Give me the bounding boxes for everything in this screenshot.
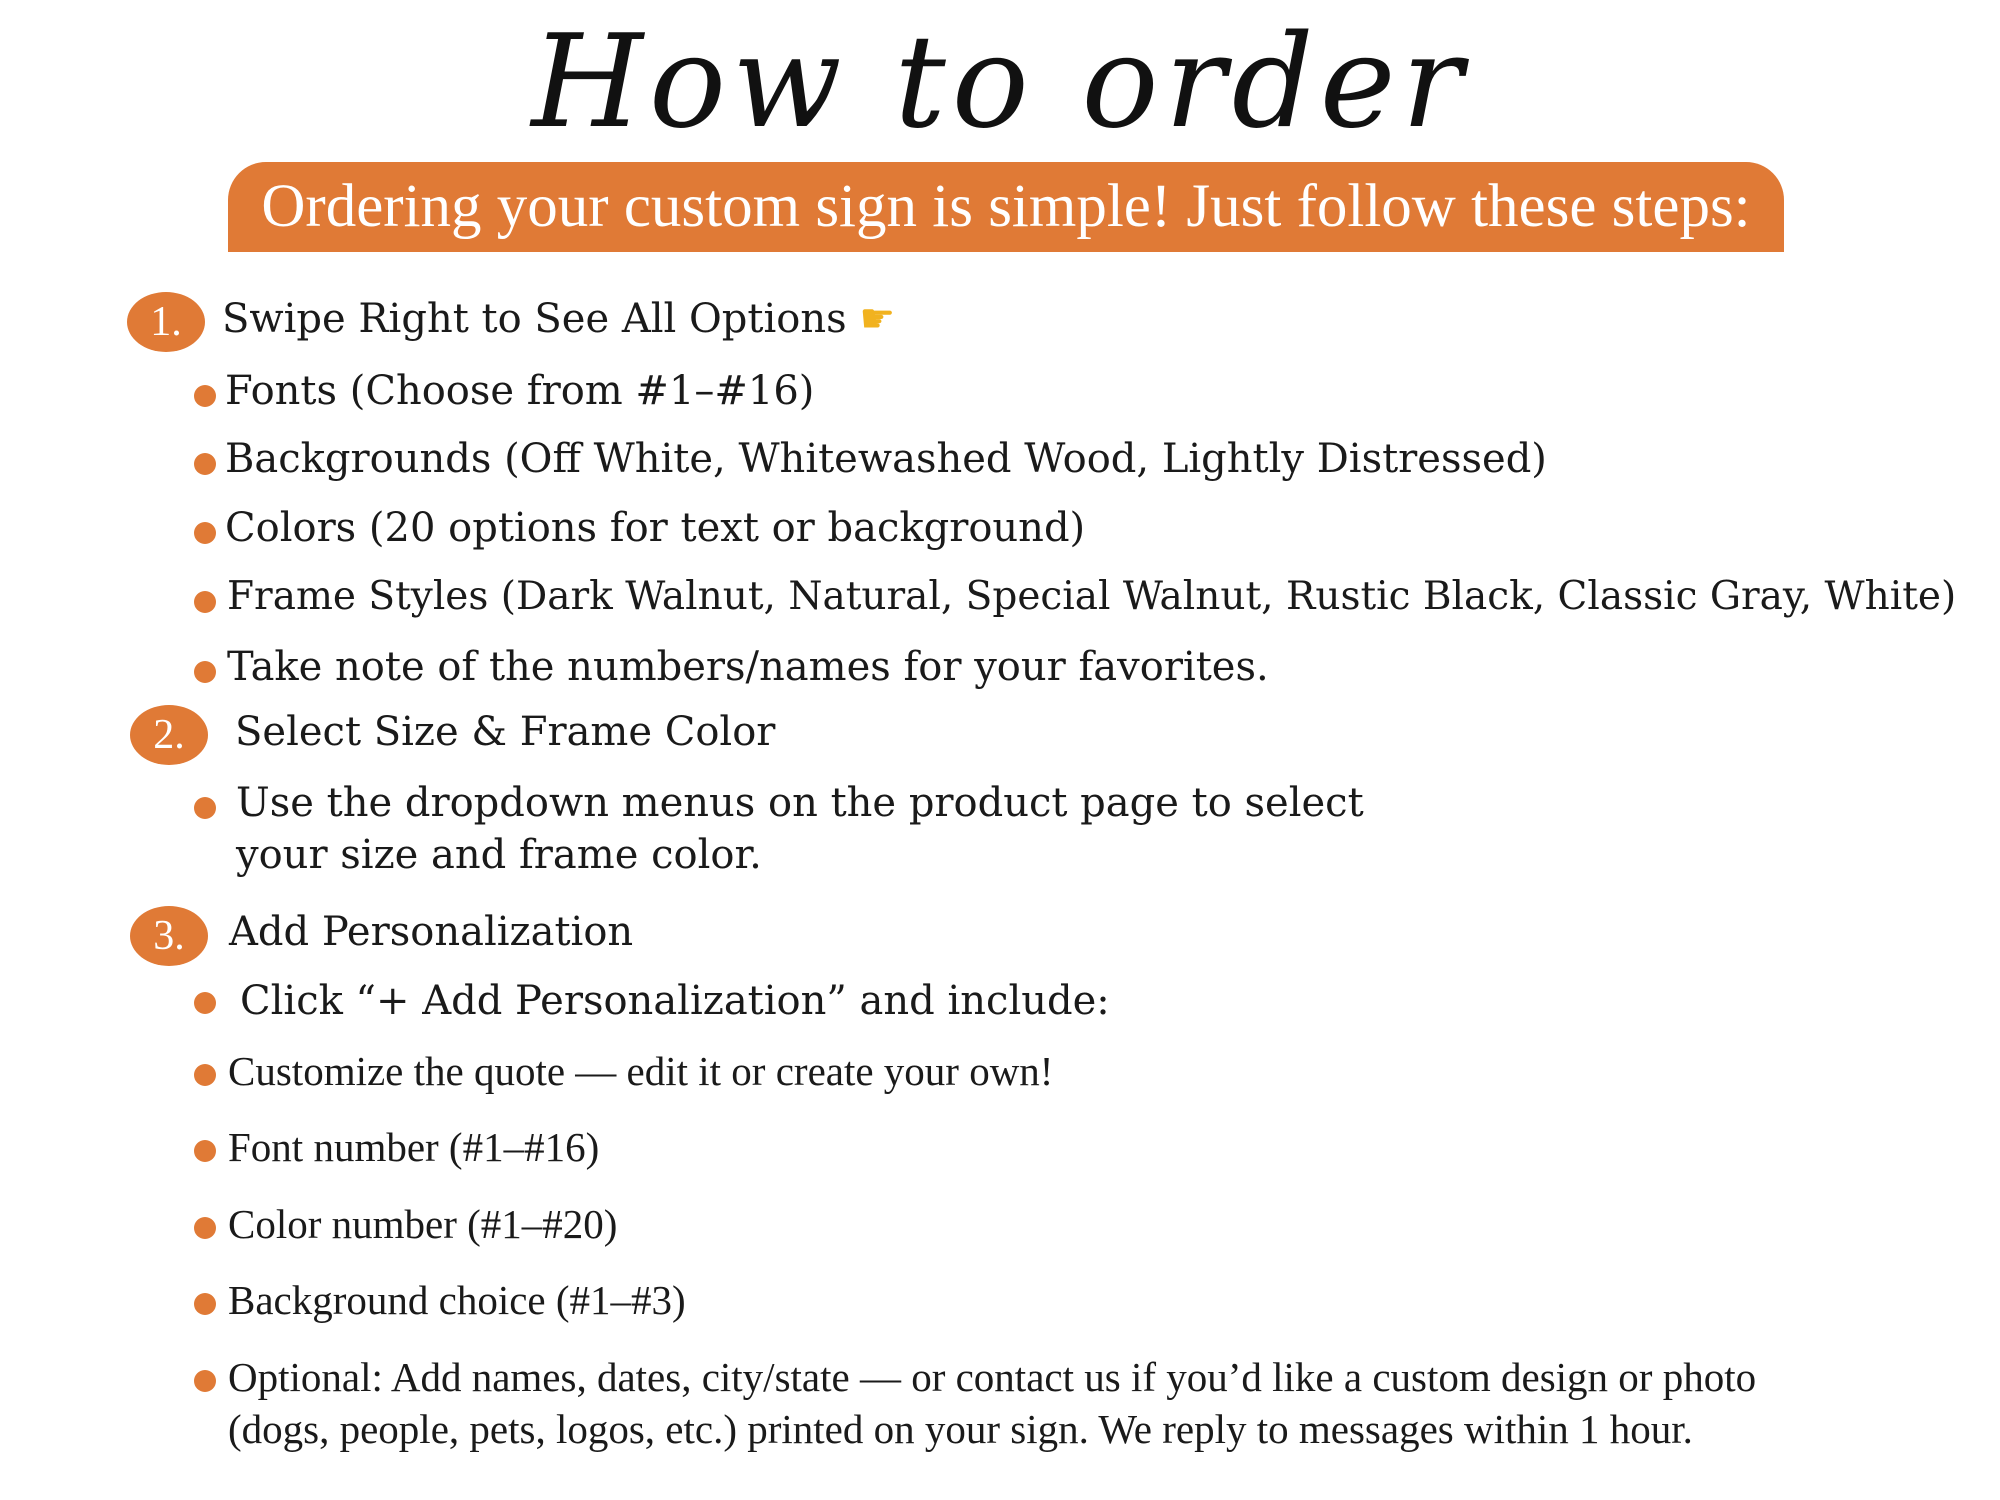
step-1-heading: [222, 296, 895, 342]
bullet-dot: [194, 1140, 216, 1162]
step-3-bullet-background-choice: Background choice (#1–#3): [228, 1277, 686, 1323]
step-1-bullet-colors: Colors (20 options for text or background): [225, 505, 1086, 551]
banner-text: Ordering your custom sign is simple! Just follow these steps:: [261, 173, 1751, 240]
step-1-heading-text: Swipe Right to See All Options: [222, 296, 847, 342]
step-2-badge: 2.: [130, 705, 208, 765]
bullet-dot: [194, 661, 216, 683]
pointing-hand-icon: ☛: [859, 296, 896, 342]
step-1-bullet-backgrounds: Backgrounds (Off White, Whitewashed Wood, Lightly Distressed): [225, 436, 1547, 482]
step-1-bullet-fonts: Fonts (Choose from #1–#16): [225, 368, 815, 414]
step-2-bullet-dropdown: Use the dropdown menus on the product page to select: [236, 780, 1364, 826]
step-3-bullet-click: Click “+ Add Personalization” and include:: [240, 978, 1110, 1024]
bullet-dot: [194, 1217, 216, 1239]
step-3-bullet-optional-continued: (dogs, people, pets, logos, etc.) printed on your sign. We reply to messages within 1 hour.: [228, 1406, 1693, 1452]
step-1-bullet-note: Take note of the numbers/names for your favorites.: [227, 644, 1269, 690]
bullet-dot: [194, 453, 216, 475]
step-1-badge: 1.: [127, 292, 205, 352]
intro-banner: [228, 162, 1784, 252]
step-1-bullet-frame-styles: Frame Styles (Dark Walnut, Natural, Special Walnut, Rustic Black, Classic Gray, White): [227, 574, 1957, 619]
bullet-dot: [194, 1370, 216, 1392]
page-title: How to order: [531, 8, 1469, 157]
bullet-dot: [194, 797, 216, 819]
step-3-heading: Add Personalization: [229, 909, 634, 955]
step-2-bullet-dropdown-continued: your size and frame color.: [236, 832, 762, 878]
bullet-dot: [194, 385, 216, 407]
bullet-dot: [194, 992, 216, 1014]
step-3-bullet-quote: Customize the quote — edit it or create your own!: [228, 1048, 1054, 1094]
bullet-dot: [194, 591, 216, 613]
step-3-bullet-optional: Optional: Add names, dates, city/state — or contact us if you’d like a custom design or photo: [228, 1354, 1757, 1400]
bullet-dot: [194, 1293, 216, 1315]
bullet-dot: [194, 1064, 216, 1086]
step-3-badge: 3.: [130, 906, 208, 966]
step-3-bullet-color-number: Color number (#1–#20): [228, 1201, 618, 1247]
bullet-dot: [194, 522, 216, 544]
step-2-heading: Select Size & Frame Color: [235, 709, 776, 755]
step-3-bullet-font-number: Font number (#1–#16): [228, 1124, 600, 1170]
